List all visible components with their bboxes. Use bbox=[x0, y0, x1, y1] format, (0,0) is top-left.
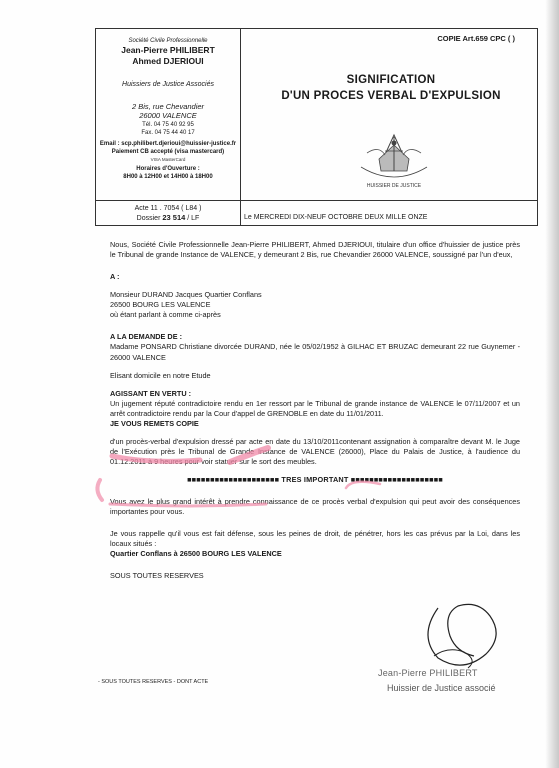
vertu-label: AGISSANT EN VERTU : bbox=[110, 388, 192, 398]
domicile-line: Elisant domicile en notre Etude bbox=[110, 370, 211, 380]
recipient-line-2: 26500 BOURG LES VALENCE bbox=[110, 300, 211, 310]
office-info bbox=[96, 37, 240, 181]
huissier-name-2: Ahmed DJERIOUI bbox=[132, 55, 204, 66]
office-fax: Fax. 04 75 44 40 17 bbox=[141, 129, 195, 136]
locaux-address: Quartier Conflans à 26500 BOURG LES VALENCE bbox=[110, 549, 282, 559]
frame-divider-horizontal bbox=[96, 200, 537, 201]
vertu-paragraph: Un jugement réputé contradictoire rendu en 1er ressort par le Tribunal de grande instance de VALENCE le 07/11/2007 et un arrêt contradictoire rendu par la Cour d'appel de GRENOBLE en date du 11/01/2011. bbox=[110, 398, 520, 418]
document-title bbox=[266, 73, 516, 104]
dossier-suffix: / LF bbox=[187, 215, 200, 223]
title-line-2: D'UN PROCES VERBAL D'EXPULSION bbox=[281, 89, 501, 102]
office-role: Huissiers de Justice Associés bbox=[122, 81, 214, 89]
office-address-city: 26000 VALENCE bbox=[139, 110, 197, 120]
frame-divider-vertical bbox=[240, 29, 241, 225]
signature-scribble bbox=[408, 596, 518, 676]
demande-paragraph: Madame PONSARD Christiane divorcée DURAND, née le 05/02/1952 à GILHAC ET BRUZAC demeurant 22 rue Guynemer - 26000 VALENCE bbox=[110, 342, 520, 362]
demande-label: A LA DEMANDE DE : bbox=[110, 332, 183, 342]
hours-title: Horaires d'Ouverture : bbox=[136, 165, 200, 172]
recipient-line-1: Monsieur DURAND Jacques Quartier Conflans bbox=[110, 290, 262, 300]
societe-label: Société Civile Professionnelle bbox=[128, 38, 208, 44]
card-logos: VISA MasterCard bbox=[150, 156, 186, 162]
dossier-line bbox=[96, 213, 240, 223]
dossier-label: Dossier bbox=[136, 215, 161, 223]
intro-paragraph: Nous, Société Civile Professionnelle Jean-Pierre PHILIBERT, Ahmed DJERIOUI, titulaire d'un office d'huissier de justice près le Tribunal de grande Instance de VALENCE, y demeurant 2 Bis, rue Chevandier 26000 VALENCE, soussigné par l'un d'eux, bbox=[110, 240, 520, 260]
header-frame bbox=[95, 28, 538, 226]
huissier-name-1: Jean-Pierre PHILIBERT bbox=[121, 45, 215, 56]
footer-dont-acte: - SOUS TOUTES RESERVES - DONT ACTE bbox=[98, 679, 209, 685]
interet-paragraph: Vous avez le plus grand intérêt à prendre connaissance de ce procès verbal d'expulsion qui peut avoir des conséquences importantes pour vous. bbox=[110, 497, 520, 517]
hours-value: 8H00 à 12H00 et 14H00 à 18H00 bbox=[123, 173, 213, 180]
copie-label: COPIE Art.659 CPC ( ) bbox=[437, 34, 515, 43]
rappelle-paragraph: Je vous rappelle qu'il vous est fait défense, sous les peines de droit, de pénétrer, hors les cas prévus par la Loi, dans les locaux situés : bbox=[110, 529, 520, 549]
seal-text: HUISSIER DE JUSTICE bbox=[366, 183, 422, 189]
dossier-number: 23 514 bbox=[162, 213, 186, 223]
important-banner: ■■■■■■■■■■■■■■■■■■■■ TRES IMPORTANT ■■■■■■■■■■■■■■■■■■■■ bbox=[187, 475, 443, 485]
signature-title: Huissier de Justice associé bbox=[387, 683, 496, 693]
huissier-seal-logo bbox=[349, 131, 439, 193]
recipient-label: A : bbox=[110, 272, 120, 282]
document-body bbox=[110, 240, 520, 582]
office-phone: Tél. 04 75 40 92 95 bbox=[142, 121, 194, 128]
payment-info: Paiement CB accepté (visa mastercard) bbox=[111, 149, 225, 156]
office-address-street: 2 Bis, rue Chevandier bbox=[131, 101, 205, 111]
page-edge-shadow bbox=[545, 0, 559, 768]
reserves-line: SOUS TOUTES RESERVES bbox=[110, 571, 204, 581]
recipient-line-3: où étant parlant à comme ci-après bbox=[110, 310, 221, 320]
remets-paragraph: d'un procès-verbal d'expulsion dressé par acte en date du 13/10/2011contenant assignation à comparaître devant M. le Juge de l'Exécution près le Tribunal de Grande Instance de VALENCE (26000), Place du Palais de Justice, à l'audience du 01.12.2011 à 9 heures pour voir statuer sur le sort des meubles. bbox=[110, 436, 520, 466]
remets-label: JE VOUS REMETS COPIE bbox=[110, 418, 199, 428]
signature-name: Jean-Pierre PHILIBERT bbox=[378, 668, 478, 678]
office-email: Email : scp.philibert.djerioui@huissier-justice.fr bbox=[99, 141, 237, 148]
acte-number: Acte 11 . 7054 ( L84 ) bbox=[134, 205, 202, 212]
act-date: Le MERCREDI DIX-NEUF OCTOBRE DEUX MILLE ONZE bbox=[244, 214, 428, 221]
title-line-1: SIGNIFICATION bbox=[346, 74, 436, 86]
acte-reference bbox=[96, 204, 240, 224]
